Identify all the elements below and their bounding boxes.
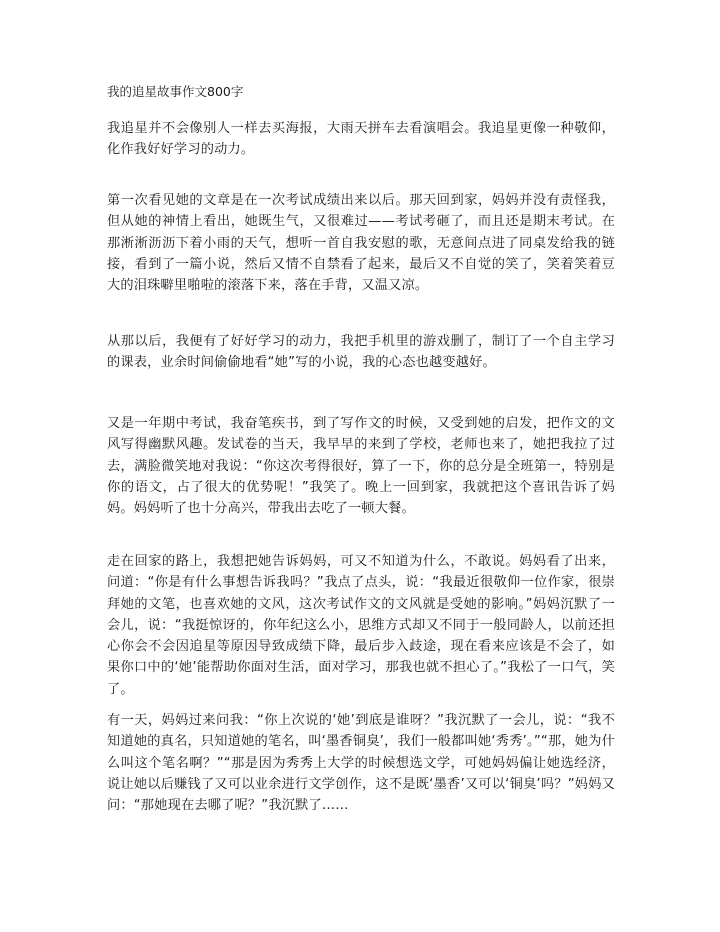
paragraph: 我追星并不会像别人一样去买海报，大雨天拼车去看演唱会。我追星更像一种敬仰，化作我好好学习的动力。 [107,121,615,158]
paragraph: 走在回家的路上，我想把她告诉妈妈，可又不知道为什么，不敢说。妈妈看了出来，问道：“你是有什么事想告诉我吗？”我点了点头，说：“我最近很敬仰一位作家，很崇拜她的文笔，也喜欢她的文风，这次考试作文的文风就是受她的影响。”妈妈沉默了一会儿，说：“我挺惊讶的，你年纪这么小，思维方式却又不同于一般同龄人，以前还担心你会不会因追星等原因导致成绩下降，最后步入歧途，现在看来应该是不会了，如果你口中的‘她’能帮助你面对生活，面对学习，那我也就不担心了。”我松了一口气，笑了。 [107,554,615,697]
paragraph: 又是一年期中考试，我奋笔疾书，到了写作文的时候，又受到她的启发，把作文的文风写得幽默风趣。发试卷的当天，我早早的来到了学校，老师也来了，她把我拉了过去，满脸微笑地对我说：“你这次考得很好，算了一下，你的总分是全班第一，特别是你的语文，占了很大的优势呢！”我笑了。晚上一回到家，我就把这个喜讯告诉了妈妈。妈妈听了也十分高兴，带我出去吃了一顿大餐。 [107,416,615,517]
paragraph: 从那以后，我便有了好好学习的动力，我把手机里的游戏删了，制订了一个自主学习的课表，业余时间偷偷地看“她”写的小说，我的心态也越变越好。 [107,334,615,371]
document-title: 我的追星故事作文800字 [107,84,244,99]
paragraph: 第一次看见她的文章是在一次考试成绩出来以后。那天回到家，妈妈并没有责怪我，但从她的神情上看出，她既生气，又很难过——考试考砸了，而且还是期末考试。在那淅淅沥沥下着小雨的天气，想听一首自我安慰的歌，无意间点进了同桌发给我的链接，看到了一篇小说，然后又情不自禁看了起来，最后又不自觉的笑了，笑着笑着豆大的泪珠噼里啪啦的滚落下来，落在手背，又温又凉。 [107,193,615,294]
paragraph: 有一天，妈妈过来问我：“你上次说的‘她’到底是谁呀？”我沉默了一会儿，说：“我不知道她的真名，只知道她的笔名，叫‘墨香铜臭’，我们一般都叫她‘秀秀’。”“那，她为什么叫这个笔名啊？”“那是因为秀秀上大学的时候想选文学，可她妈妈偏让她选经济，说让她以后赚钱了又可以业余进行文学创作，这不是既‘墨香’又可以‘铜臭’吗？”妈妈又问：“那她现在去哪了呢？”我沉默了…… [107,713,615,814]
